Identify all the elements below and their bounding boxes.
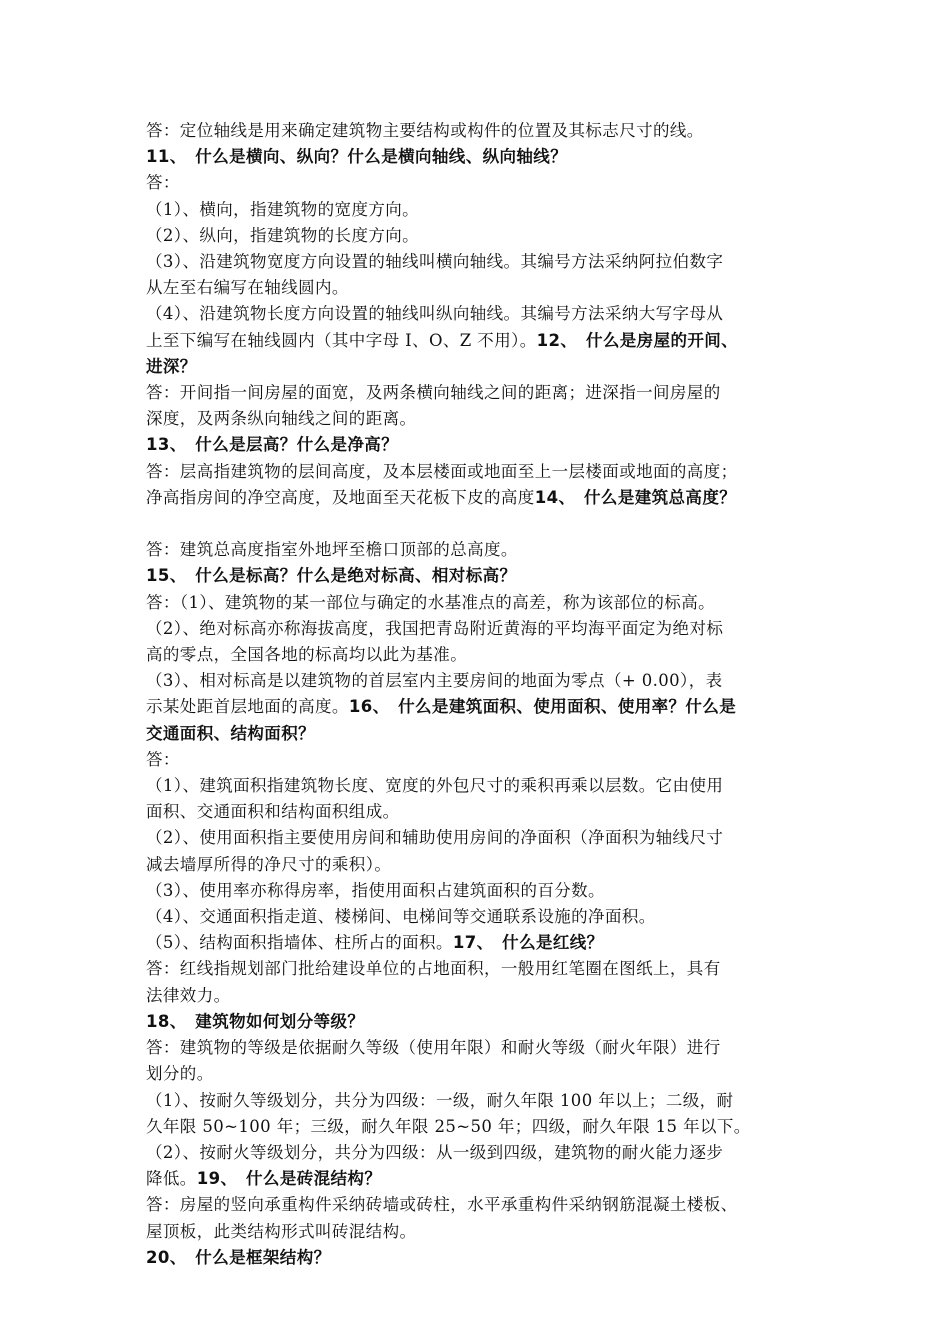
- text-line: [146, 1192, 816, 1218]
- text-line: [146, 1061, 816, 1087]
- answer-text: 上至下编写在轴线圆内（其中字母 I、O、Z 不用）。: [146, 330, 537, 350]
- text-line: [146, 642, 816, 668]
- question-heading: 17、 什么是红线？: [452, 933, 604, 953]
- answer-text: 减去墙厚所得的净尺寸的乘积）。: [146, 854, 392, 874]
- question-line: [146, 144, 816, 170]
- answer-text: 高的零点，全国各地的标高均以此为基准。: [146, 645, 468, 665]
- answer-text: 划分的。: [146, 1064, 214, 1084]
- answer-text: （4）、沿建筑物长度方向设置的轴线叫纵向轴线。其编号方法采纳大写字母从: [146, 304, 724, 324]
- question-heading: 进深？: [146, 356, 197, 376]
- answer-text: 屋顶板，此类结构形式叫砖混结构。: [146, 1221, 417, 1241]
- question-heading: 12、 什么是房屋的开间、: [536, 330, 739, 350]
- text-line: [146, 773, 816, 799]
- answer-text: （2）、绝对标高亦称海拔高度，我国把青岛附近黄海的平均海平面定为绝对标: [146, 618, 724, 638]
- answer-text: （3）、沿建筑物宽度方向设置的轴线叫横向轴线。其编号方法采纳阿拉伯数字: [146, 252, 724, 272]
- answer-text: （1）、横向，指建筑物的宽度方向。: [146, 199, 420, 219]
- text-line: [146, 459, 816, 485]
- answer-text: 法律效力。: [146, 985, 231, 1005]
- text-line: [146, 537, 816, 563]
- question-heading: 11、 什么是横向、纵向？什么是横向轴线、纵向轴线？: [146, 147, 568, 167]
- answer-text: （2）、纵向，指建筑物的长度方向。: [146, 225, 420, 245]
- answer-text: 答：: [146, 749, 180, 769]
- text-line: [146, 328, 816, 354]
- question-heading: 19、 什么是砖混结构？: [196, 1169, 382, 1189]
- answer-text: 降低。: [146, 1169, 197, 1189]
- text-line: [146, 694, 816, 720]
- text-line: [146, 170, 816, 196]
- answer-text: （3）、相对标高是以建筑物的首层室内主要房间的地面为零点（+ 0.00），表: [146, 671, 723, 691]
- text-line: [146, 616, 816, 642]
- blank-line: [146, 511, 816, 537]
- text-line: [146, 118, 816, 144]
- text-line: [146, 380, 816, 406]
- answer-text: 答：层高指建筑物的层间高度，及本层楼面或地面至上一层楼面或地面的高度；: [146, 461, 738, 481]
- question-heading: 14、 什么是建筑总高度？: [534, 487, 737, 507]
- answer-text: 净高指房间的净空高度，及地面至天花板下皮的高度: [146, 487, 535, 507]
- answer-text: （1）、按耐久等级划分，共分为四级：一级，耐久年限 100 年以上；二级，耐: [146, 1090, 734, 1110]
- answer-text: 答：开间指一间房屋的面宽，及两条横向轴线之间的距离；进深指一间房屋的: [146, 383, 721, 403]
- question-line: [146, 1009, 816, 1035]
- answer-text: 答：（1）、建筑物的某一部位与确定的水基准点的高差，称为该部位的标高。: [146, 592, 715, 612]
- answer-text: （4）、交通面积指走道、楼梯间、电梯间等交通联系设施的净面积。: [146, 907, 656, 927]
- text-line: [146, 590, 816, 616]
- answer-text: （3）、使用率亦称得房率，指使用面积占建筑面积的百分数。: [146, 880, 605, 900]
- text-line: [146, 852, 816, 878]
- answer-text: 深度，及两条纵向轴线之间的距离。: [146, 409, 417, 429]
- text-line: [146, 799, 816, 825]
- text-line: [146, 825, 816, 851]
- question-line: [146, 563, 816, 589]
- text-line: [146, 747, 816, 773]
- text-line: [146, 1114, 816, 1140]
- question-heading: 18、 建筑物如何划分等级？: [146, 1011, 365, 1031]
- question-heading: 16、 什么是建筑面积、使用面积、使用率？什么是: [348, 697, 737, 717]
- answer-text: （1）、建筑面积指建筑物长度、宽度的外包尺寸的乘积再乘以层数。它由使用: [146, 776, 724, 796]
- question-heading: 13、 什么是层高？什么是净高？: [146, 435, 399, 455]
- question-heading: 15、 什么是标高？什么是绝对标高、相对标高？: [146, 566, 517, 586]
- answer-text: 答：房屋的竖向承重构件采纳砖墙或砖柱，水平承重构件采纳钢筋混凝土楼板、: [146, 1195, 738, 1215]
- answer-text: 答：建筑物的等级是依据耐久等级（使用年限）和耐火等级（耐火年限）进行: [146, 1038, 721, 1058]
- question-line: [146, 721, 816, 747]
- text-line: [146, 904, 816, 930]
- question-line: [146, 1245, 816, 1271]
- document-body: [146, 118, 816, 1271]
- text-line: [146, 197, 816, 223]
- question-heading: 交通面积、结构面积？: [146, 723, 315, 743]
- answer-text: （5）、结构面积指墙体、柱所占的面积。: [146, 933, 453, 953]
- question-line: [146, 432, 816, 458]
- text-line: [146, 275, 816, 301]
- answer-text: 答：建筑总高度指室外地坪至檐口顶部的总高度。: [146, 540, 518, 560]
- text-line: [146, 1035, 816, 1061]
- text-line: [146, 1088, 816, 1114]
- answer-text: 答：: [146, 173, 180, 193]
- text-line: [146, 983, 816, 1009]
- answer-text: （2）、按耐火等级划分，共分为四级：从一级到四级，建筑物的耐火能力逐步: [146, 1142, 724, 1162]
- text-line: [146, 878, 816, 904]
- text-line: [146, 956, 816, 982]
- answer-text: 从左至右编写在轴线圆内。: [146, 278, 349, 298]
- text-line: [146, 1166, 816, 1192]
- question-line: [146, 354, 816, 380]
- text-line: [146, 406, 816, 432]
- text-line: [146, 930, 816, 956]
- answer-text: （2）、使用面积指主要使用房间和辅助使用房间的净面积（净面积为轴线尺寸: [146, 828, 724, 848]
- text-line: [146, 485, 816, 511]
- text-line: [146, 1140, 816, 1166]
- answer-text: 久年限 50~100 年；三级，耐久年限 25~50 年；四级，耐久年限 15 年以下。: [146, 1116, 751, 1136]
- answer-text: 示某处距首层地面的高度。: [146, 697, 349, 717]
- answer-text: 答：红线指规划部门批给建设单位的占地面积，一般用红笔圈在图纸上，具有: [146, 959, 721, 979]
- text-line: [146, 668, 816, 694]
- question-heading: 20、 什么是框架结构？: [146, 1247, 331, 1267]
- answer-text: 面积、交通面积和结构面积组成。: [146, 802, 400, 822]
- text-line: [146, 1219, 816, 1245]
- answer-text: 答：定位轴线是用来确定建筑物主要结构或构件的位置及其标志尺寸的线。: [146, 121, 704, 140]
- text-line: [146, 249, 816, 275]
- text-line: [146, 223, 816, 249]
- text-line: [146, 301, 816, 327]
